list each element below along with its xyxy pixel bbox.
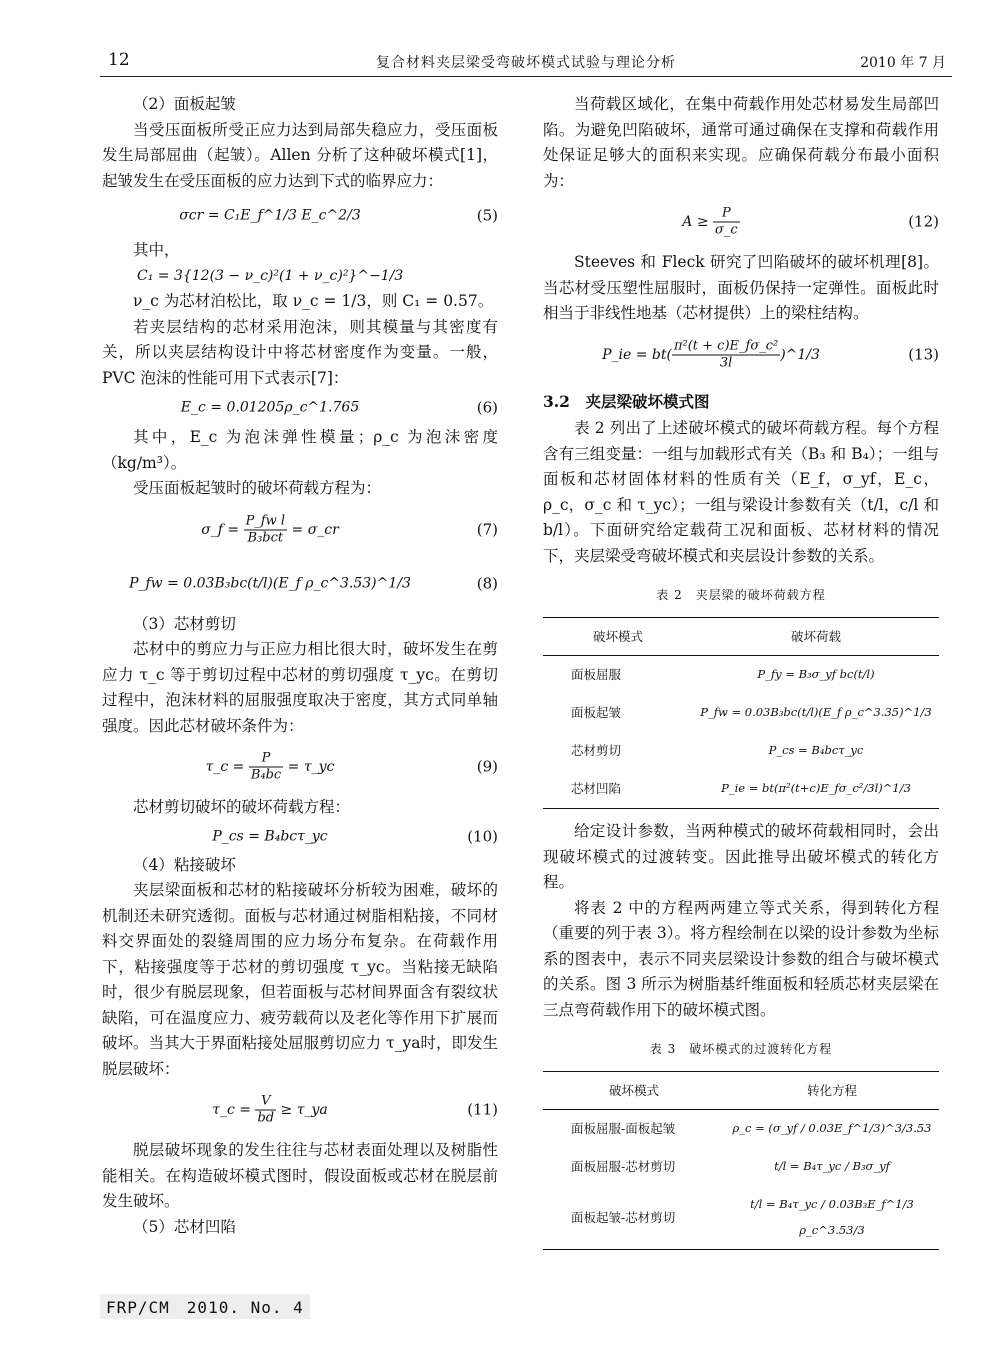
paragraph: 其中，E_c 为泡沫弹性模量；ρ_c 为泡沫密度（kg/m³）。 xyxy=(102,428,498,472)
paragraph: 表 2 列出了上述破坏模式的破坏荷载方程。每个方程含有三组变量：一组与加载形式有关（B₃ 和 B₄）；一组与面板和芯材固体材料的性质有关（E_f，σ_yf，E_c，ρ_c，σ_c 和 τ_yc）；一组与梁设计参数有关（t/l，c/l 和 b/l）。下面研究给定载荷工况和面板、芯材材料的情况下，夹层梁受弯破坏模式和夹层设计参数的关系。 xyxy=(543,419,939,565)
paragraph: 芯材中的剪应力与正应力相比很大时，破坏发生在剪应力 τ_c 等于剪切过程中芯材的剪切强度 τ_yc。在剪切过程中，泡沫材料的屈服强度取决于密度，其方式同单轴强度。因此芯材破坏条件为： xyxy=(102,640,498,735)
subheading-wrinkling: （2）面板起皱 xyxy=(133,95,236,113)
table-row: 面板起皱 P_fw = 0.03B₃bc(t/l)(E_f ρ_c^3.35)^1/3 xyxy=(571,705,932,721)
journal-footer: FRP/CM 2010. No. 4 xyxy=(100,1294,310,1319)
paragraph: 其中， xyxy=(133,241,180,259)
table-header: 破坏模式 xyxy=(543,1071,725,1110)
table-header: 破坏荷载 xyxy=(693,617,939,656)
paragraph: 当荷载区域化，在集中荷载作用处芯材易发生局部凹陷。为避免凹陷破坏，通常可通过确保在支撑和荷载作用处保证足够大的面积来实现。应确保荷载分布最小面积为： xyxy=(543,95,939,190)
page-header xyxy=(100,48,952,77)
paragraph: 脱层破坏现象的发生往往与芯材表面处理以及树脂性能相关。在构造破坏模式图时，假设面板或芯材在脱层前发生破坏。 xyxy=(102,1141,498,1210)
subheading-core-shear: （3）芯材剪切 xyxy=(133,614,236,633)
paragraph: 给定设计参数，当两种模式的破坏荷载相同时，会出现破坏模式的过渡转变。因此推导出破坏模式的转化方程。 xyxy=(543,822,939,891)
equation-6: E_c = 0.01205ρ_c^1.765 (6) xyxy=(180,398,498,417)
equation-7: σ_f = P_fw l B₃bct = σ_cr (7) xyxy=(201,513,498,545)
table-row: 面板屈服-面板起皱 ρ_c = (σ_yf / 0.03E_f^1/3)^3/3.53 xyxy=(571,1121,932,1137)
table-row: 面板起皱-芯材剪切 t/l = B₄τ_yc / 0.03B₃E_f^1/3 ρ_c^3.53/3 xyxy=(543,1186,939,1250)
subheading-bond: （4）粘接破坏 xyxy=(133,855,236,874)
section-heading: 3.2 夹层梁破坏模式图 xyxy=(543,391,710,411)
table-row: 芯材剪切 P_cs = B₄bcτ_yc xyxy=(571,743,864,759)
subheading-indentation: （5）芯材凹陷 xyxy=(133,1217,236,1236)
paragraph: 若夹层结构的芯材采用泡沫，则其模量与其密度有关，所以夹层结构设计中将芯材密度作为变量。一般，PVC 泡沫的性能可用下式表示[7]： xyxy=(102,317,498,387)
paragraph: 将表 2 中的方程两两建立等式关系，得到转化方程（重要的列于表 3）。将方程绘制在以梁的设计参数为坐标系的图表中，表示不同夹层梁设计参数的组合与破坏模式的关系。图 3 所示为树脂基纤维面板和轻质芯材夹层梁在三点弯荷载作用下的破坏模式图。 xyxy=(543,898,939,1019)
paragraph: 芯材剪切破坏的破坏荷载方程： xyxy=(133,798,351,816)
equation-13: P_ie = bt( $\frac{\text{π²(t + c)E\_fσ\_c²}}{3l}$ )^1/3 (13) xyxy=(602,338,939,370)
table-row: 面板屈服 P_fy = B₃σ_yf bc(t/l) xyxy=(571,667,875,683)
table-row: 芯材凹陷 P_ie = bt(π²(t+c)E_fσ_c²/3l)^1/3 xyxy=(543,770,939,809)
paragraph: ν_c 为芯材泊松比，取 ν_c = 1/3，则 C₁ = 0.57。 xyxy=(133,292,494,310)
table-row: 面板屈服-芯材剪切 t/l = B₄τ_yc / B₃σ_yf xyxy=(571,1159,890,1175)
equation-11: τ_c = $\frac{V}{bd}$ ≥ τ_ya (11) xyxy=(212,1093,498,1126)
page-number: 12 xyxy=(108,50,130,70)
equation-c1: C₁ = 3{12(3 − ν_c)²(1 + ν_c)²}^−1/3 xyxy=(137,267,404,284)
table-3 xyxy=(543,1071,939,1251)
equation-12: A ≥ $\frac{P}{\sigma\_c}$ (12) xyxy=(682,205,939,238)
equation-8: P_fw = 0.03B₃bc(t/l)(E_f ρ_c^3.53)^1/3 (8) xyxy=(129,573,498,592)
table-header: 破坏模式 xyxy=(543,617,693,656)
table-2 xyxy=(543,617,939,810)
equation-10: P_cs = B₄bcτ_yc (10) xyxy=(212,826,498,845)
equation-5: σcr = C₁E_f^1/3 E_c^2/3 (5) xyxy=(179,206,498,225)
equation-9: τ_c = $\frac{P}{\text{B₄bc}}$ = τ_yc (9) xyxy=(205,750,498,783)
paragraph: Steeves 和 Fleck 研究了凹陷破坏的破坏机理[8]。当芯材受压塑性屈服时，面板仍保持一定弹性。面板此时相当于非线性地基（芯材提供）上的梁柱结构。 xyxy=(543,253,939,322)
paragraph: 当受压面板所受正应力达到局部失稳应力，受压面板发生局部屈曲（起皱）。Allen 分析了这种破坏模式[1]，起皱发生在受压面板的应力达到下式的临界应力： xyxy=(102,120,498,190)
left-column xyxy=(102,92,498,1240)
running-title: 复合材料夹层梁受弯破坏模式试验与理论分析 xyxy=(376,55,676,71)
table-2-caption: 表 2 夹层梁的破坏荷载方程 xyxy=(656,588,826,602)
right-column xyxy=(543,92,939,1250)
table-header: 转化方程 xyxy=(725,1071,939,1110)
paragraph: 夹层梁面板和芯材的粘接破坏分析较为困难，破坏的机制还未研究透彻。面板与芯材通过树脂相粘接，不同材料交界面处的裂缝周围的应力场分布复杂。在荷载作用下，粘接强度等于芯材的剪切强度 τ_yc。当粘接无缺陷时，很少有脱层现象，但若面板与芯材间界面含有裂纹状缺陷，可在温度应力、疲劳载荷以及老化等作用下扩展而破坏。当其大于界面粘接处屈服剪切应力 τ_ya时，即发生脱层破坏： xyxy=(102,881,498,1078)
paragraph: 受压面板起皱时的破坏荷载方程为： xyxy=(133,479,382,497)
table-3-caption: 表 3 破坏模式的过渡转化方程 xyxy=(649,1042,833,1056)
issue-date: 2010 年 7 月 xyxy=(860,55,946,71)
